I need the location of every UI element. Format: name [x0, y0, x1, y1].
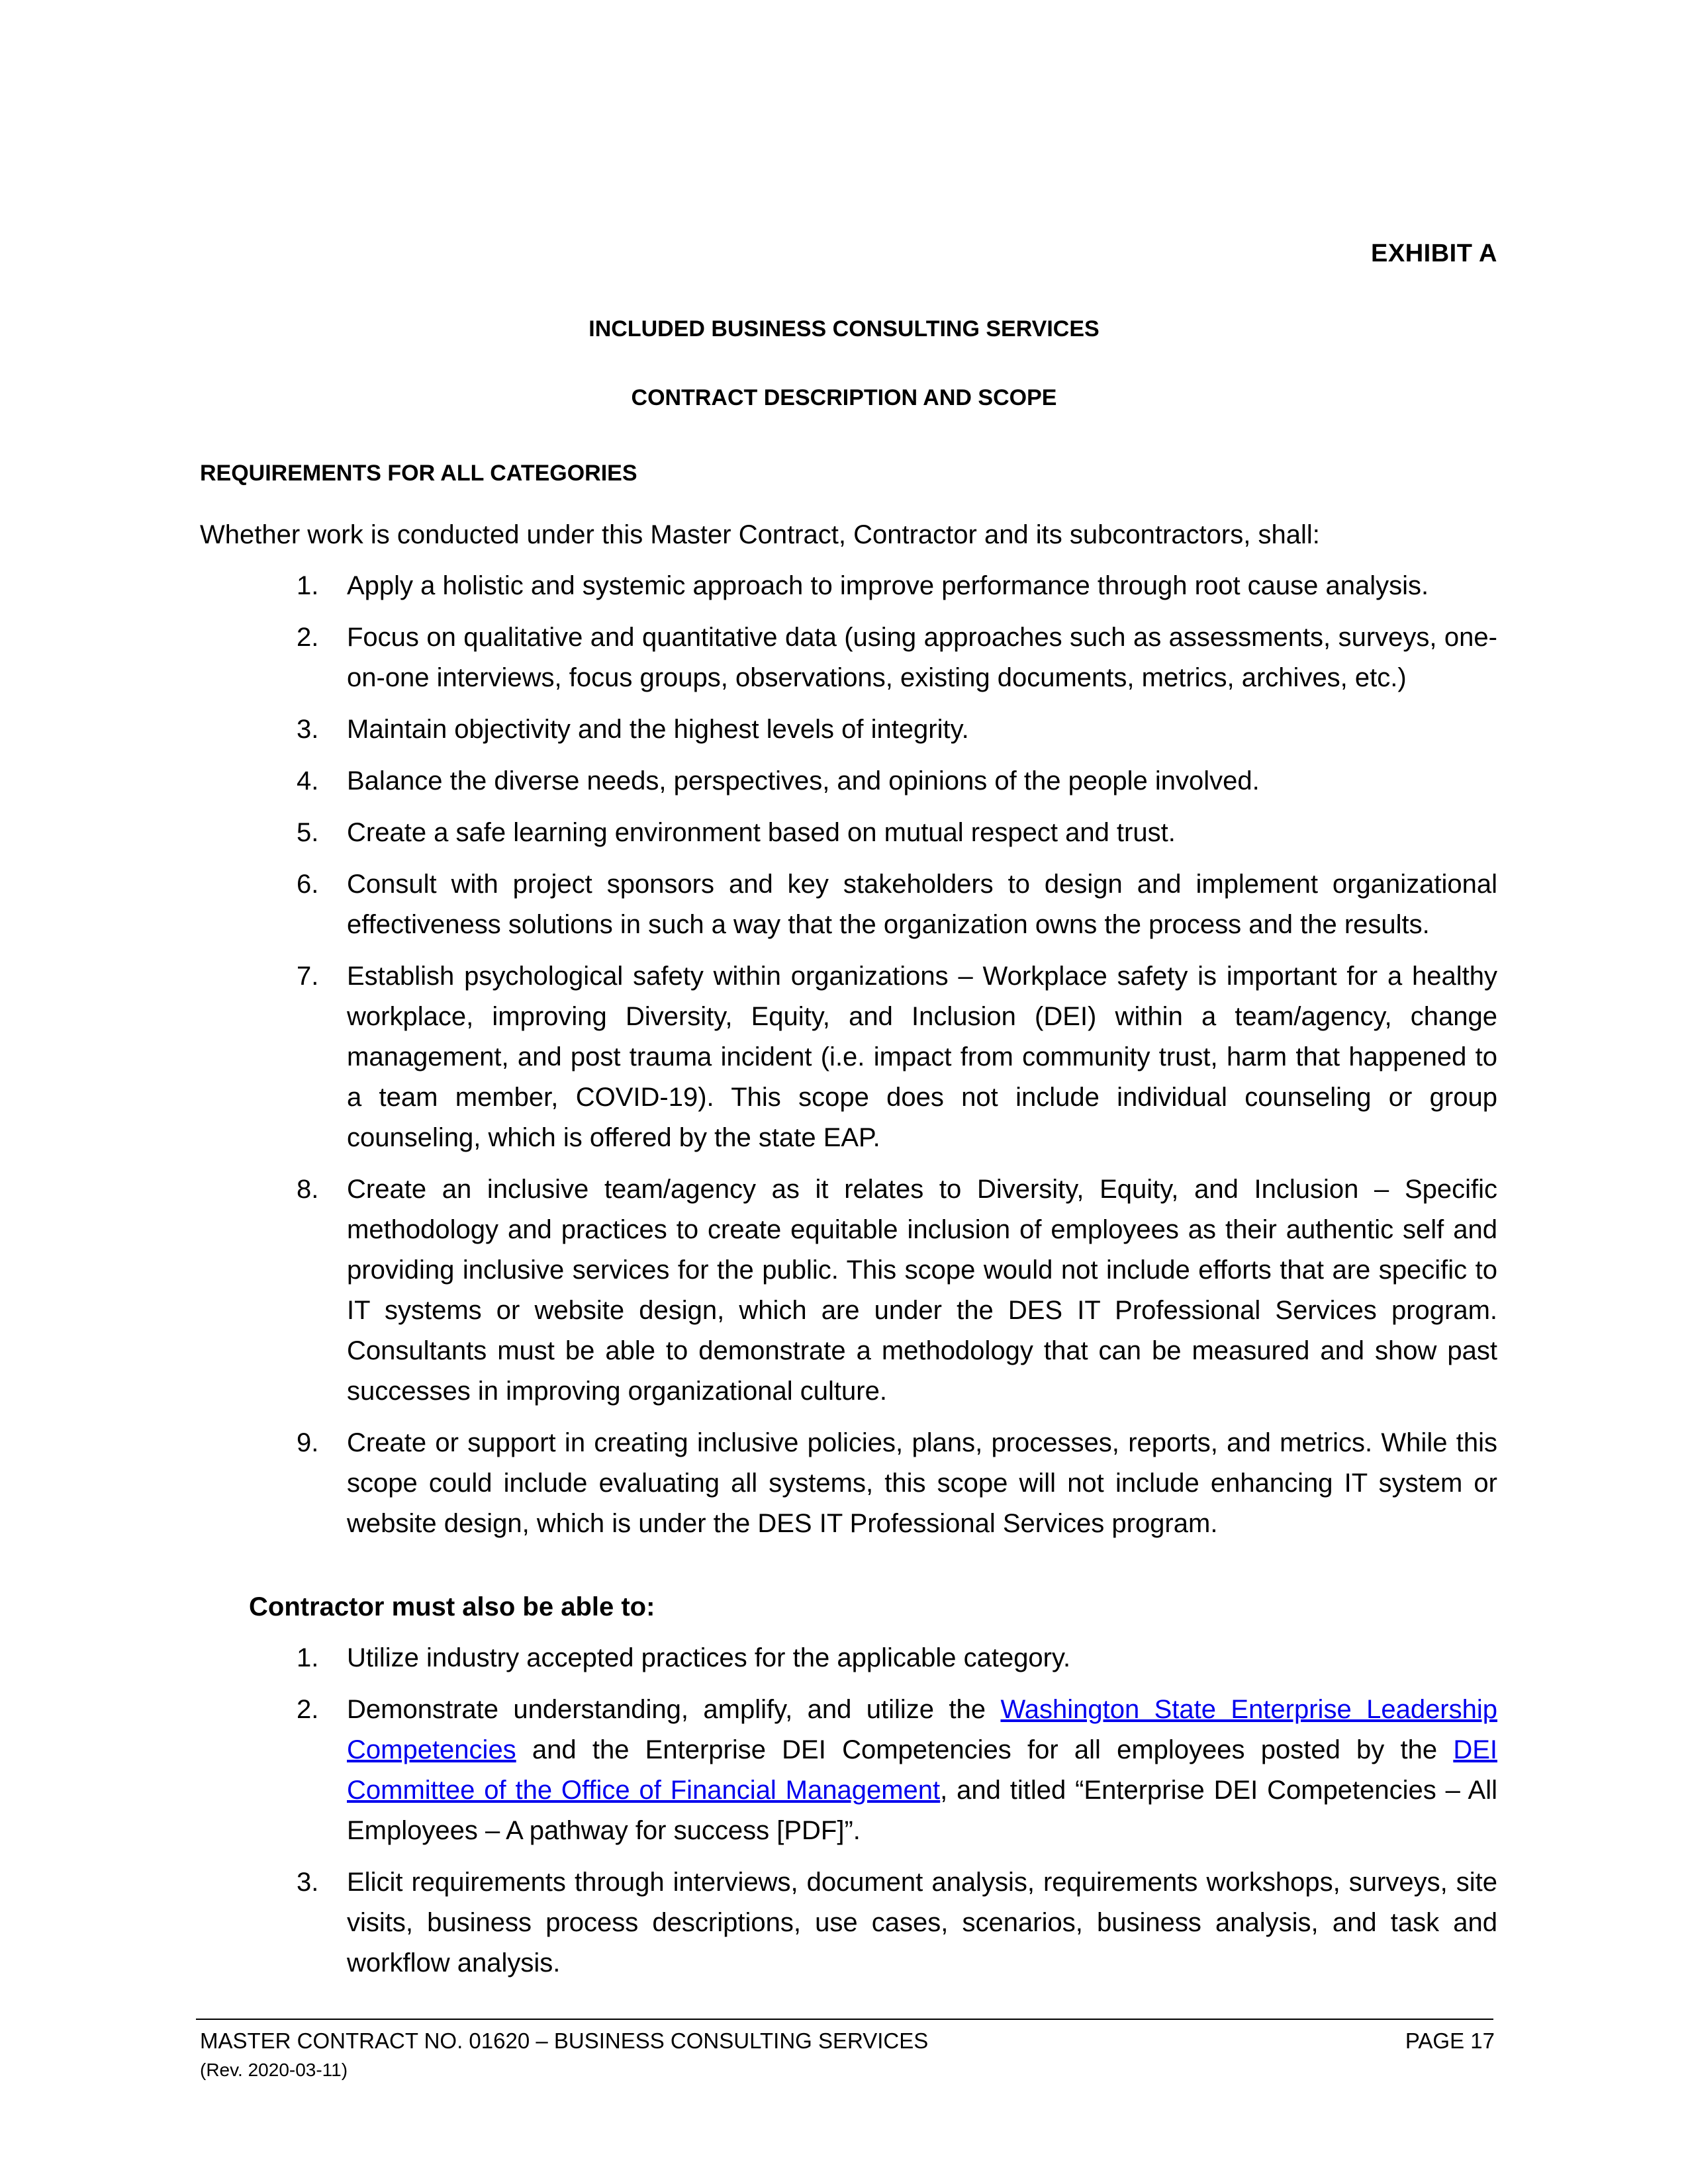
item-text: Consult with project sponsors and key stakeholders to design and implement organizational effectiveness solutions in such a way that the organization owns the process and the results. [347, 870, 1497, 939]
list-item [200, 1690, 1497, 1851]
footer-page-number: PAGE 17 [1405, 2028, 1495, 2053]
list-item [200, 864, 1497, 945]
item-number: 6. [297, 870, 319, 899]
requirements-list [200, 566, 1497, 1555]
item-text: Create a safe learning environment based on mutual respect and trust. [347, 818, 1176, 847]
item-number: 9. [297, 1428, 319, 1457]
item-text: Balance the diverse needs, perspectives, and opinions of the people involved. [347, 766, 1260, 796]
item-text: Apply a holistic and systemic approach to improve performance through root cause analysis. [347, 571, 1429, 600]
footer-revision: (Rev. 2020-03-11) [200, 2060, 348, 2080]
list-item [200, 813, 1497, 853]
list-item [200, 761, 1497, 801]
item-text: Create an inclusive team/agency as it relates to Diversity, Equity, and Inclusion – Specific methodology and practices to create equitable inclusion of employees as their authentic self and providing inclusive services for the public. This scope would not include efforts that are specific to IT systems or website design, which are under the DES IT Professional Services program. Consultants must be able to demonstrate a methodology that can be measured and show past successes in improving organizational culture. [347, 1175, 1497, 1406]
list-item [200, 617, 1497, 698]
item-number: 3. [297, 1868, 319, 1897]
item-text: Establish psychological safety within organizations – Workplace safety is important for a healthy workplace, improving Diversity, Equity, and Inclusion (DEI) within a team/agency, change management, and post trauma incident (i.e. impact from community trust, harm that happened to a team member, COVID-19). This scope does not include individual counseling or group counseling, which is offered by the state EAP. [347, 962, 1497, 1152]
dei-committee-link[interactable]: DEI Committee of the Office of Financial Management [347, 1735, 1497, 1805]
item-number: 4. [297, 766, 319, 796]
item-text: Elicit requirements through interviews, document analysis, requirements workshops, surveys, site visits, business process descriptions, use cases, scenarios, business analysis, and task and workflow analysis. [347, 1868, 1497, 1978]
item-number: 5. [297, 818, 319, 847]
footer-divider [196, 2019, 1493, 2020]
section-heading: REQUIREMENTS FOR ALL CATEGORIES [200, 461, 637, 486]
exhibit-label: EXHIBIT A [1371, 240, 1497, 267]
item-number: 3. [297, 715, 319, 744]
item-text: Utilize industry accepted practices for the applicable category. [347, 1643, 1071, 1672]
list-item [200, 1638, 1497, 1678]
item-text: Create or support in creating inclusive policies, plans, processes, reports, and metrics. While this scope could include evaluating all systems, this scope will not include enhancing IT system or website design, which is under the DES IT Professional Services program. [347, 1428, 1497, 1538]
leadership-competencies-link[interactable]: Washington State Enterprise Leadership Competencies [347, 1695, 1498, 1764]
list-item [200, 956, 1497, 1158]
item-text: Demonstrate understanding, amplify, and utilize the [347, 1695, 1001, 1724]
footer-contract: MASTER CONTRACT NO. 01620 – BUSINESS CONSULTING SERVICES [200, 2028, 929, 2053]
list-item [200, 709, 1497, 750]
document-subtitle: CONTRACT DESCRIPTION AND SCOPE [631, 385, 1057, 410]
document-title: INCLUDED BUSINESS CONSULTING SERVICES [588, 316, 1100, 341]
item-number: 8. [297, 1175, 319, 1204]
item-text: and the Enterprise DEI Competencies for all employees posted by the [516, 1735, 1454, 1764]
item-text: , and titled “Enterprise DEI Competencies – All Employees – A pathway for success [PDF]”. [347, 1776, 1498, 1845]
item-text: Focus on qualitative and quantitative data (using approaches such as assessments, surveys, one-on-one interviews, focus groups, observations, existing documents, metrics, archives, etc.) [347, 623, 1497, 692]
list-item [200, 1169, 1497, 1412]
also-heading: Contractor must also be able to: [249, 1592, 655, 1621]
also-list [200, 1638, 1497, 1995]
section-intro: Whether work is conducted under this Master Contract, Contractor and its subcontractors, shall: [200, 520, 1320, 549]
list-item [200, 1423, 1497, 1544]
list-item [200, 1862, 1497, 1983]
item-number: 1. [297, 1643, 319, 1672]
item-number: 2. [297, 623, 319, 652]
list-item [200, 566, 1497, 606]
item-number: 1. [297, 571, 319, 600]
item-number: 7. [297, 962, 319, 991]
item-number: 2. [297, 1695, 319, 1724]
item-text: Maintain objectivity and the highest levels of integrity. [347, 715, 969, 744]
